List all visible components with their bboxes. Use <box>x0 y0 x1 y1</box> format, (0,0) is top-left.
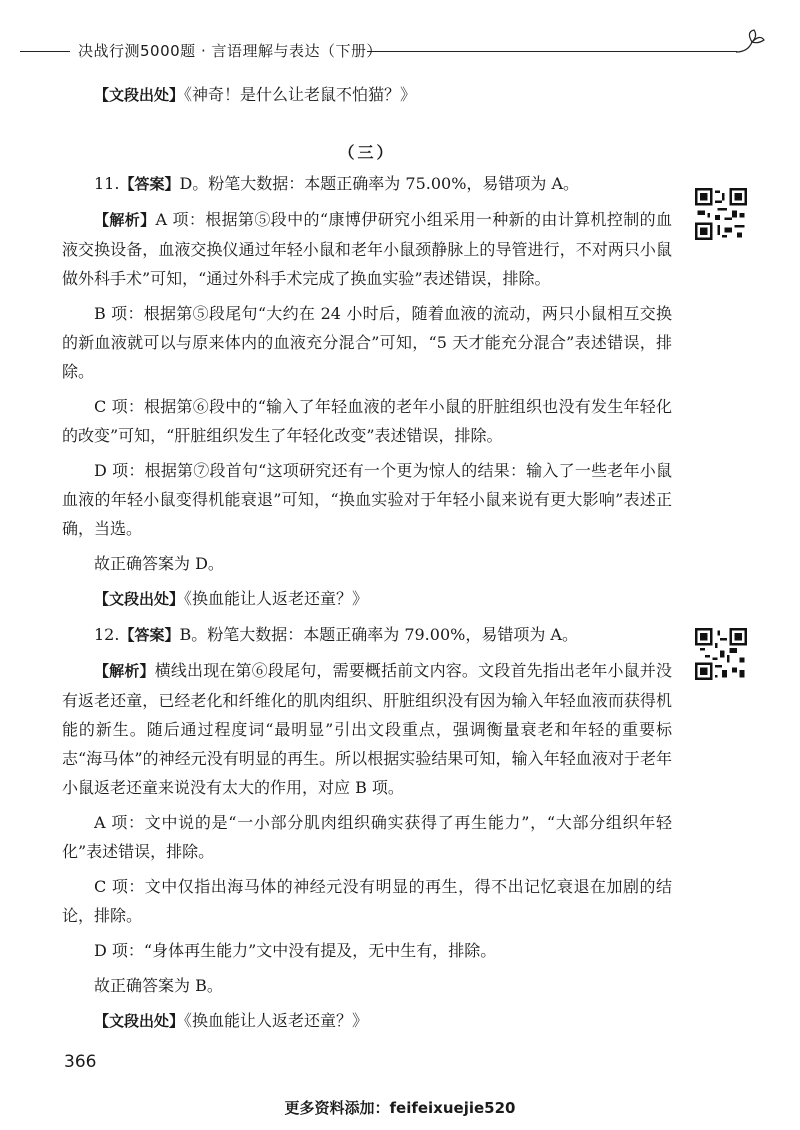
source-label: 【文段出处】 <box>94 590 185 608</box>
running-header <box>12 38 752 62</box>
answer-text: D。粉笔大数据：本题正确率为 75.00%，易错项为 A。 <box>179 174 580 193</box>
question-number: 12. <box>94 625 120 644</box>
q11-answer <box>62 169 672 199</box>
source-label: 【文段出处】 <box>94 1012 185 1030</box>
q11-item-b: B 项：根据第⑤段尾句“大约在 24 小时后，随着血液的流动，两只小鼠相互交换的新血液就可以与原来体内的血液充分混合”可知，“5 天才能充分混合”表述错误，排除。 <box>62 304 672 381</box>
q12-item-c: C 项：文中仅指出海马体的神经元没有明显的再生，得不出记忆衰退在加剧的结论，排除。 <box>62 877 672 925</box>
source-text: 《换血能让人返老还童？》 <box>184 1011 369 1030</box>
q12-conclusion: 故正确答案为 B。 <box>94 976 223 995</box>
q11-item-d: D 项：根据第⑦段首句“这项研究还有一个更为惊人的结果：输入了一些老年小鼠血液的年轻小鼠变得机能衰退”可知，“换血实验对于年轻小鼠来说有更大影响”表述正确，当选。 <box>62 461 672 538</box>
main-content <box>62 80 672 1036</box>
q12-answer <box>62 620 672 650</box>
answer-label: 【答案】 <box>119 175 180 193</box>
q11-analysis <box>62 205 672 293</box>
page-number: 366 <box>64 1052 97 1072</box>
source-citation <box>62 80 672 110</box>
header-rule-left <box>20 51 70 52</box>
section-heading: （三） <box>338 143 396 162</box>
analysis-label: 【解析】 <box>94 211 156 229</box>
q12-item-a: A 项：文中说的是“一小部分肌肉组织确实获得了再生能力”，“大部分组织年轻化”表述错误，排除。 <box>62 813 672 861</box>
source-label: 【文段出处】 <box>94 86 185 104</box>
sprout-icon <box>732 28 766 58</box>
analysis-text: A 项：根据第⑤段中的“康博伊研究小组采用一种新的由计算机控制的血液交换设备，血液交换仪通过年轻小鼠和老年小鼠颈静脉上的导管进行，不对两只小鼠做外科手术”可知，“通过外科手术完成了换血实验”表述错误，排除。 <box>62 210 672 288</box>
q12-source <box>62 1006 672 1036</box>
qr-code-icon[interactable] <box>695 628 747 680</box>
qr-code-icon[interactable] <box>695 188 747 240</box>
answer-label: 【答案】 <box>119 626 180 644</box>
q11-source <box>62 584 672 614</box>
source-text: 《换血能让人返老还童？》 <box>184 589 369 608</box>
book-title: 决战行测5000题 · 言语理解与表达（下册） <box>78 42 382 60</box>
q11-conclusion: 故正确答案为 D。 <box>94 554 224 573</box>
footer-note: 更多资料添加：feifeixuejie520 <box>284 1099 516 1117</box>
answer-text: B。粉笔大数据：本题正确率为 79.00%，易错项为 A。 <box>179 625 578 644</box>
source-text: 《神奇！是什么让老鼠不怕猫？》 <box>184 85 417 104</box>
header-rule-right <box>367 51 737 52</box>
analysis-text: 横线出现在第⑥段尾句，需要概括前文内容。文段首先指出老年小鼠并没有返老还童，已经老化和纤维化的肌肉组织、肝脏组织没有因为输入年轻血液而获得机能的新生。随后通过程度词“最明显”引出文段重点，强调衡量衰老和年轻的重要标志“海马体”的神经元没有明显的再生。所以根据实验结果可知，输入年轻血液对于老年小鼠返老还童来说没有太大的作用，对应 B 项。 <box>62 661 672 797</box>
q11-item-c: C 项：根据第⑥段中的“输入了年轻血液的老年小鼠的肝脏组织也没有发生年轻化的改变”可知，“肝脏组织发生了年轻化改变”表述错误，排除。 <box>62 397 672 445</box>
q12-item-d: D 项：“身体再生能力”文中没有提及，无中生有，排除。 <box>94 941 497 960</box>
question-number: 11. <box>94 174 120 193</box>
q12-analysis <box>62 656 672 802</box>
analysis-label: 【解析】 <box>94 662 155 680</box>
